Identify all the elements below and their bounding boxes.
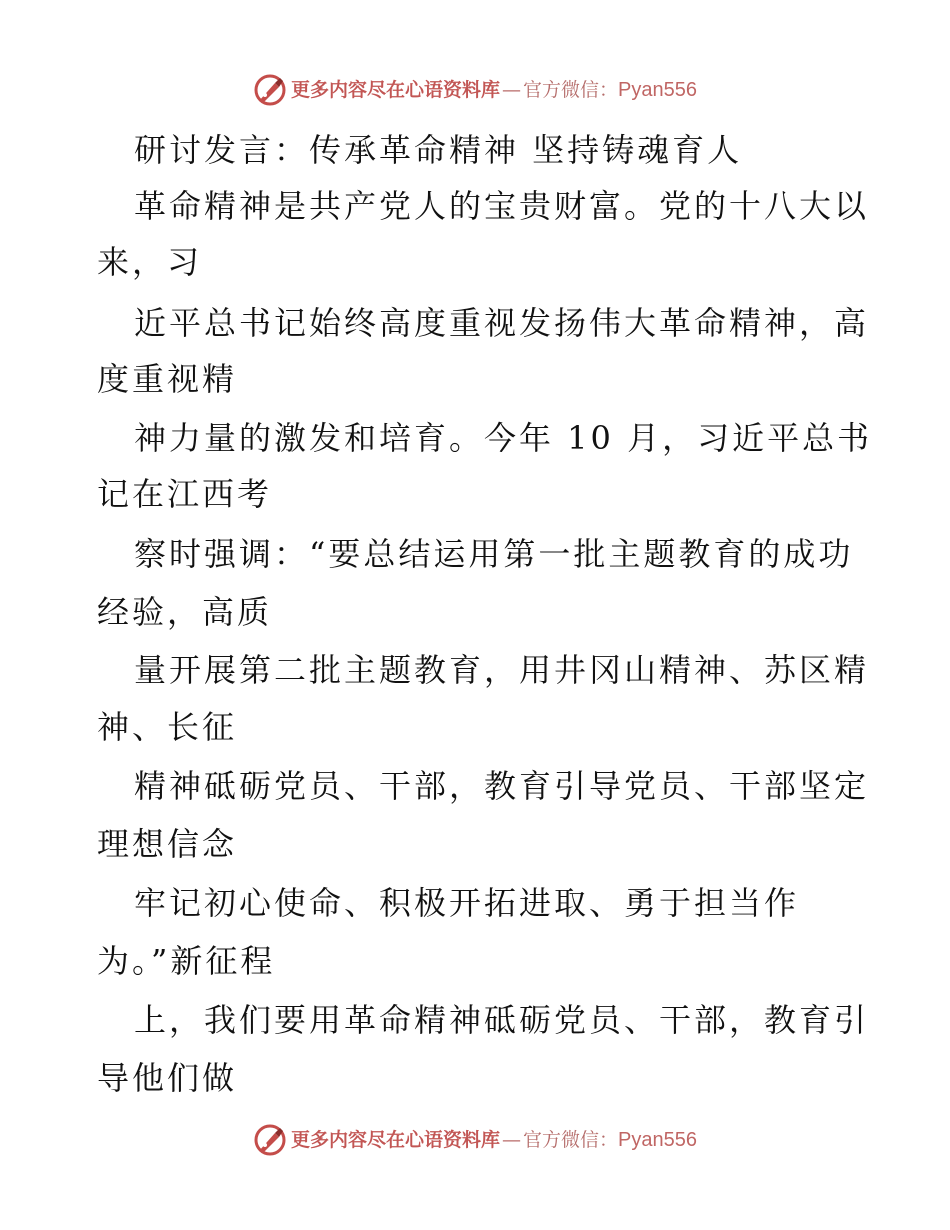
header-banner-text [291, 80, 697, 100]
body-line: 神力量的激发和培育。今年 10 月，习近平总书 [134, 419, 873, 457]
body-line: 上，我们要用革命精神砥砺党员、干部，教育引 [134, 1001, 870, 1039]
body-line: 导他们做 [97, 1059, 238, 1097]
footer-banner-sub: 官方微信： [523, 1128, 619, 1151]
header-banner-dash: — [502, 78, 522, 101]
footer-banner [0, 1120, 950, 1160]
body-line: 来，习 [97, 243, 203, 281]
body-line: 牢记初心使命、积极开拓进取、勇于担当作 [134, 884, 800, 922]
body-line: 理想信念 [97, 825, 238, 863]
body-line: 近平总书记始终高度重视发扬伟大革命精神，高 [134, 304, 870, 342]
header-banner-sub: 官方微信： [523, 78, 619, 101]
body-line: 精神砥砺党员、干部，教育引导党员、干部坚定 [134, 767, 870, 805]
footer-banner-wechat-id: Pyan556 [618, 1129, 697, 1151]
header-banner-wechat-id: Pyan556 [618, 79, 697, 101]
body-line: 记在江西考 [97, 475, 273, 513]
body-line: 度重视精 [97, 360, 238, 398]
header-banner [0, 70, 950, 110]
header-banner-main: 更多内容尽在心语资料库 [291, 78, 501, 101]
footer-banner-dash: — [502, 1128, 522, 1151]
pen-nib-logo-icon [253, 1123, 287, 1157]
body-line: 经验，高质 [97, 593, 273, 631]
pen-nib-logo-icon [253, 73, 287, 107]
document-title: 研讨发言：传承革命精神 坚持铸魂育人 [134, 131, 743, 169]
body-line: 为。”新征程 [97, 942, 276, 980]
footer-banner-main: 更多内容尽在心语资料库 [291, 1128, 501, 1151]
body-line: 察时强调：“要总结运用第一批主题教育的成功 [134, 535, 854, 573]
body-line: 量开展第二批主题教育，用井冈山精神、苏区精 [134, 651, 870, 689]
body-line: 神、长征 [97, 708, 238, 746]
body-line: 革命精神是共产党人的宝贵财富。党的十八大以 [134, 187, 870, 225]
footer-banner-text [291, 1130, 697, 1150]
